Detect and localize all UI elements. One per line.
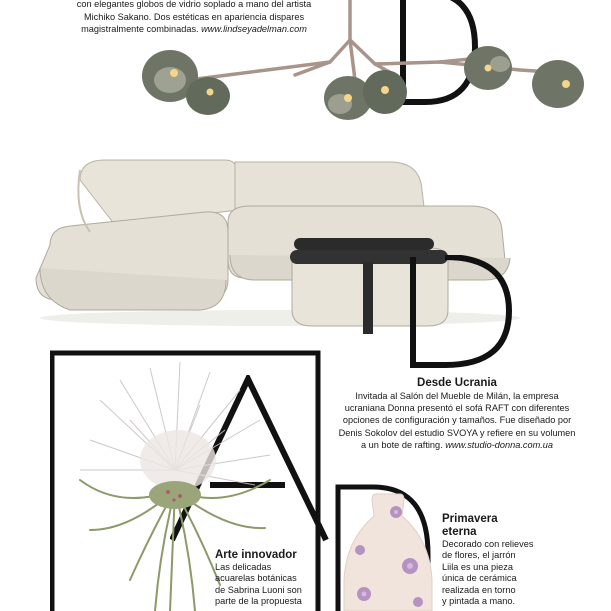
sofa-article: [322, 377, 592, 451]
sofa-article-line: a un bote de rafting.: [360, 439, 443, 450]
sofa-article-body: [322, 390, 592, 451]
vase-article-line: de flores, el jarrón: [442, 550, 516, 561]
vase-article-line: y pintada a mano.: [442, 596, 516, 607]
art-article-title: Arte innovador: [215, 549, 297, 561]
vase-article-body: [442, 539, 592, 607]
art-article: [215, 549, 325, 608]
vase-article-title-line: eterna: [442, 526, 477, 538]
lamp-article-line: magistralmente combinadas.: [81, 23, 199, 34]
glass-globes: [142, 46, 584, 120]
vase-article-line: realizada en torno: [442, 584, 516, 595]
decorative-letter-d-sofa: [405, 255, 515, 373]
art-article-body: [215, 562, 325, 608]
sofa-article-line: ucraniana Donna presentó el sofá RAFT con diferentes: [344, 403, 570, 414]
lamp-article-url[interactable]: www.lindseyadelman.com: [201, 23, 307, 34]
vase-article-title-line: Primavera: [442, 513, 498, 525]
vase-article-line: Decorado con relieves: [442, 539, 534, 549]
sofa-article-url[interactable]: www.studio-donna.com.ua: [445, 439, 554, 450]
vase-article: [442, 513, 592, 607]
art-article-line: parte de la propuesta: [215, 596, 302, 607]
sofa-article-line: Invitada al Salón del Mueble de Milán, la empresa: [355, 391, 559, 401]
lamp-article-line: con elegantes globos de vidrio soplado a mano del artista: [76, 0, 312, 10]
art-article-line: de Sabrina Luoni son: [215, 584, 302, 595]
vase-article-line: única de cerámica: [442, 573, 517, 584]
sofa-article-line: Denis Sokolov del estudio SVOYA y refiere en su volumen: [338, 427, 576, 438]
sofa-article-title: Desde Ucrania: [417, 377, 497, 389]
lamp-article-line: Michiko Sakano. Dos estéticas en apariencia dispares: [83, 11, 305, 22]
vase-article-title: [442, 513, 592, 539]
chandelier-photo: [130, 0, 610, 130]
art-article-line: Las delicadas: [215, 562, 272, 572]
sofa-article-line: opciones de configuración y tamaños. Fue diseñado por: [342, 415, 572, 426]
art-article-line: acuarelas botánicas: [215, 573, 297, 584]
liila-vase-photo: [330, 490, 440, 611]
vase-article-line: Liila es una pieza: [442, 561, 513, 572]
